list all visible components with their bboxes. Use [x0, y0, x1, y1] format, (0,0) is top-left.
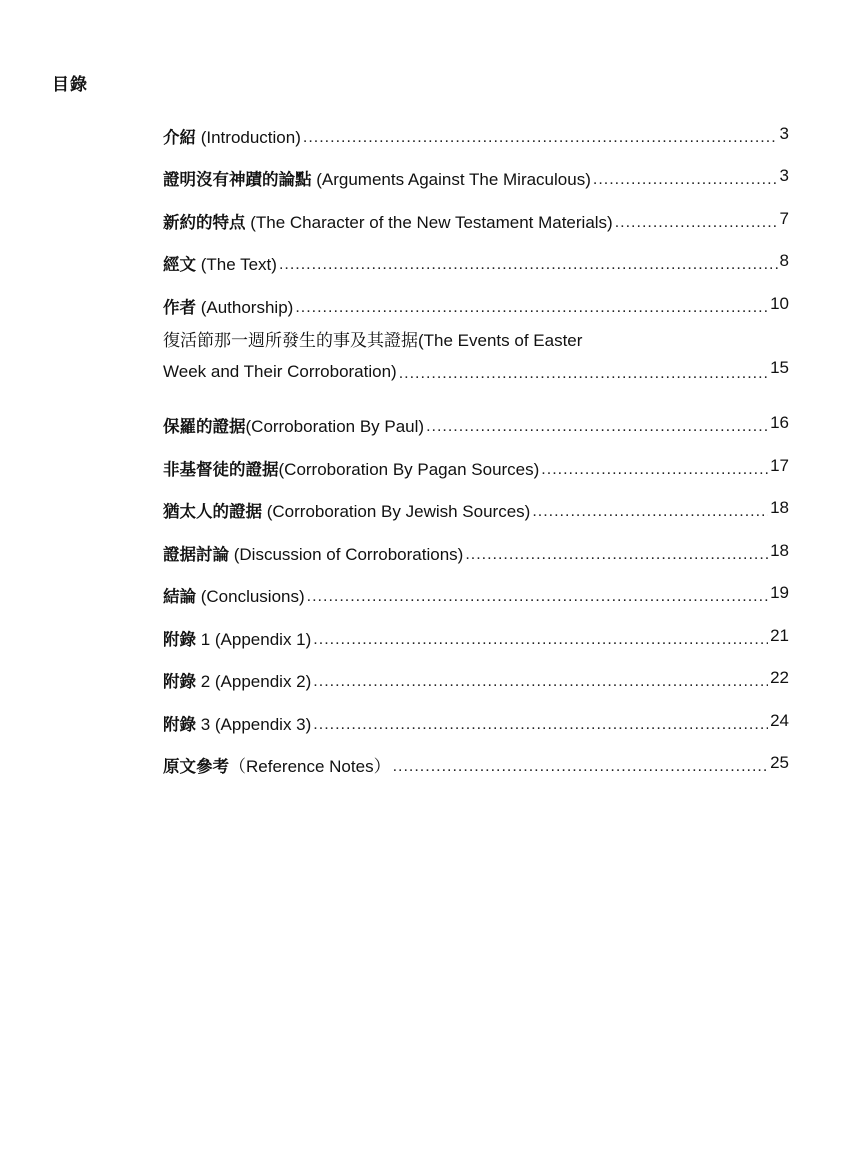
toc-entry-title	[163, 325, 789, 356]
toc-entry-english: (Discussion of Corroborations)	[229, 544, 464, 564]
toc-entry-page: 3	[779, 166, 789, 185]
toc-entry[interactable]	[163, 525, 789, 568]
toc-entry-title	[163, 210, 613, 236]
dot-leader	[465, 542, 768, 568]
toc-entry-cjk: 證明沒有神蹟的論點	[163, 170, 312, 189]
toc-entry[interactable]	[163, 193, 789, 236]
toc-entry[interactable]	[163, 321, 789, 398]
toc-entry-page: 25	[770, 753, 789, 772]
toc-entry-english: (Corroboration By Paul)	[245, 417, 425, 436]
toc-entry-title	[163, 414, 424, 440]
toc-entry-page: 24	[770, 710, 789, 730]
toc-entry-title	[163, 252, 277, 278]
toc-entry-title	[163, 167, 591, 193]
toc-entry-cjk: 經文	[163, 255, 196, 274]
toc-entry-page: 19	[770, 583, 789, 602]
toc-entry-cjk: 附錄	[163, 629, 196, 649]
toc-entry-page: 15	[770, 357, 789, 377]
toc-entry[interactable]	[163, 738, 789, 781]
dot-leader	[307, 584, 768, 610]
toc-entry[interactable]	[163, 108, 789, 151]
toc-entry-title	[163, 669, 311, 695]
toc-entry-cjk: 附錄	[163, 672, 196, 691]
dot-leader	[303, 125, 778, 151]
toc-entry-cjk: 證据討論	[163, 544, 229, 564]
toc-entry-page: 17	[770, 455, 789, 475]
table-of-contents	[163, 108, 789, 780]
toc-entry-page: 8	[779, 251, 789, 270]
toc-entry[interactable]	[163, 440, 789, 483]
toc-entry-english: (The Character of the New Testament Materials)	[245, 212, 613, 232]
toc-entry-page: 18	[770, 498, 789, 517]
toc-entry-english: 1 (Appendix 1)	[196, 629, 312, 649]
toc-heading: 目錄	[52, 75, 88, 94]
toc-entry[interactable]	[163, 398, 789, 441]
toc-entry-page: 7	[779, 208, 789, 228]
toc-entry-english: (Corroboration By Jewish Sources)	[262, 502, 531, 521]
toc-entry-english: (The Events of Easter	[418, 330, 583, 350]
toc-entry-english: 3 (Appendix 3)	[196, 714, 312, 734]
toc-entry-english: (Conclusions)	[196, 587, 305, 606]
toc-entry-page: 18	[770, 540, 789, 560]
toc-entry-cjk: 原文參考	[163, 757, 229, 776]
toc-entry-cjk: 猶太人的證据	[163, 502, 262, 521]
toc-entry-cjk: 復活節那一週所發生的事及其證据	[163, 330, 418, 350]
toc-entry-cjk: 新約的特点	[163, 212, 246, 232]
toc-entry[interactable]	[163, 151, 789, 194]
toc-entry-page: 16	[770, 413, 789, 432]
toc-entry-title	[163, 584, 305, 610]
toc-entry-title	[163, 712, 311, 738]
toc-entry-page: 22	[770, 668, 789, 687]
toc-entry-title	[163, 754, 391, 780]
toc-entry-english: (Corroboration By Pagan Sources)	[278, 459, 540, 479]
toc-entry-cjk: 作者	[163, 297, 196, 317]
toc-entry-english: (Authorship)	[196, 297, 294, 317]
dot-leader	[615, 210, 778, 236]
toc-entry[interactable]	[163, 278, 789, 321]
toc-entry-english: 2 (Appendix 2)	[196, 672, 312, 691]
toc-entry[interactable]	[163, 568, 789, 611]
toc-entry-english: (Arguments Against The Miraculous)	[311, 170, 591, 189]
toc-entry-title	[163, 457, 539, 483]
dot-leader	[313, 712, 768, 738]
dot-leader	[541, 457, 768, 483]
toc-entry-english: （Reference Notes）	[229, 757, 391, 776]
toc-entry[interactable]	[163, 653, 789, 696]
toc-entry[interactable]	[163, 236, 789, 279]
toc-entry-title	[163, 499, 530, 525]
toc-entry-cjk: 保羅的證据	[163, 417, 246, 436]
toc-entry-title	[163, 295, 293, 321]
toc-entry[interactable]	[163, 483, 789, 526]
dot-leader	[399, 361, 768, 387]
toc-entry-page: 3	[779, 123, 789, 143]
toc-entry-english: (Introduction)	[196, 127, 301, 147]
toc-entry-title	[163, 542, 463, 568]
dot-leader	[393, 754, 769, 780]
toc-entry-cjk: 介紹	[163, 127, 196, 147]
dot-leader	[295, 295, 768, 321]
toc-entry-title	[163, 627, 311, 653]
toc-entry-title	[163, 125, 301, 151]
toc-entry[interactable]	[163, 695, 789, 738]
toc-entry-page: 10	[770, 293, 789, 313]
toc-entry-cjk: 結論	[163, 587, 196, 606]
toc-entry-english: (The Text)	[196, 255, 277, 274]
toc-entry-english-line2: Week and Their Corroboration)	[163, 361, 397, 381]
dot-leader	[593, 167, 778, 193]
toc-entry-page: 21	[770, 625, 789, 645]
toc-entry-cjk: 附錄	[163, 714, 196, 734]
dot-leader	[313, 627, 768, 653]
dot-leader	[279, 252, 778, 278]
dot-leader	[532, 499, 768, 525]
dot-leader	[426, 414, 768, 440]
toc-entry[interactable]	[163, 610, 789, 653]
dot-leader	[313, 669, 768, 695]
toc-entry-cjk: 非基督徒的證据	[163, 459, 279, 479]
toc-entry-title-continued	[163, 356, 789, 387]
